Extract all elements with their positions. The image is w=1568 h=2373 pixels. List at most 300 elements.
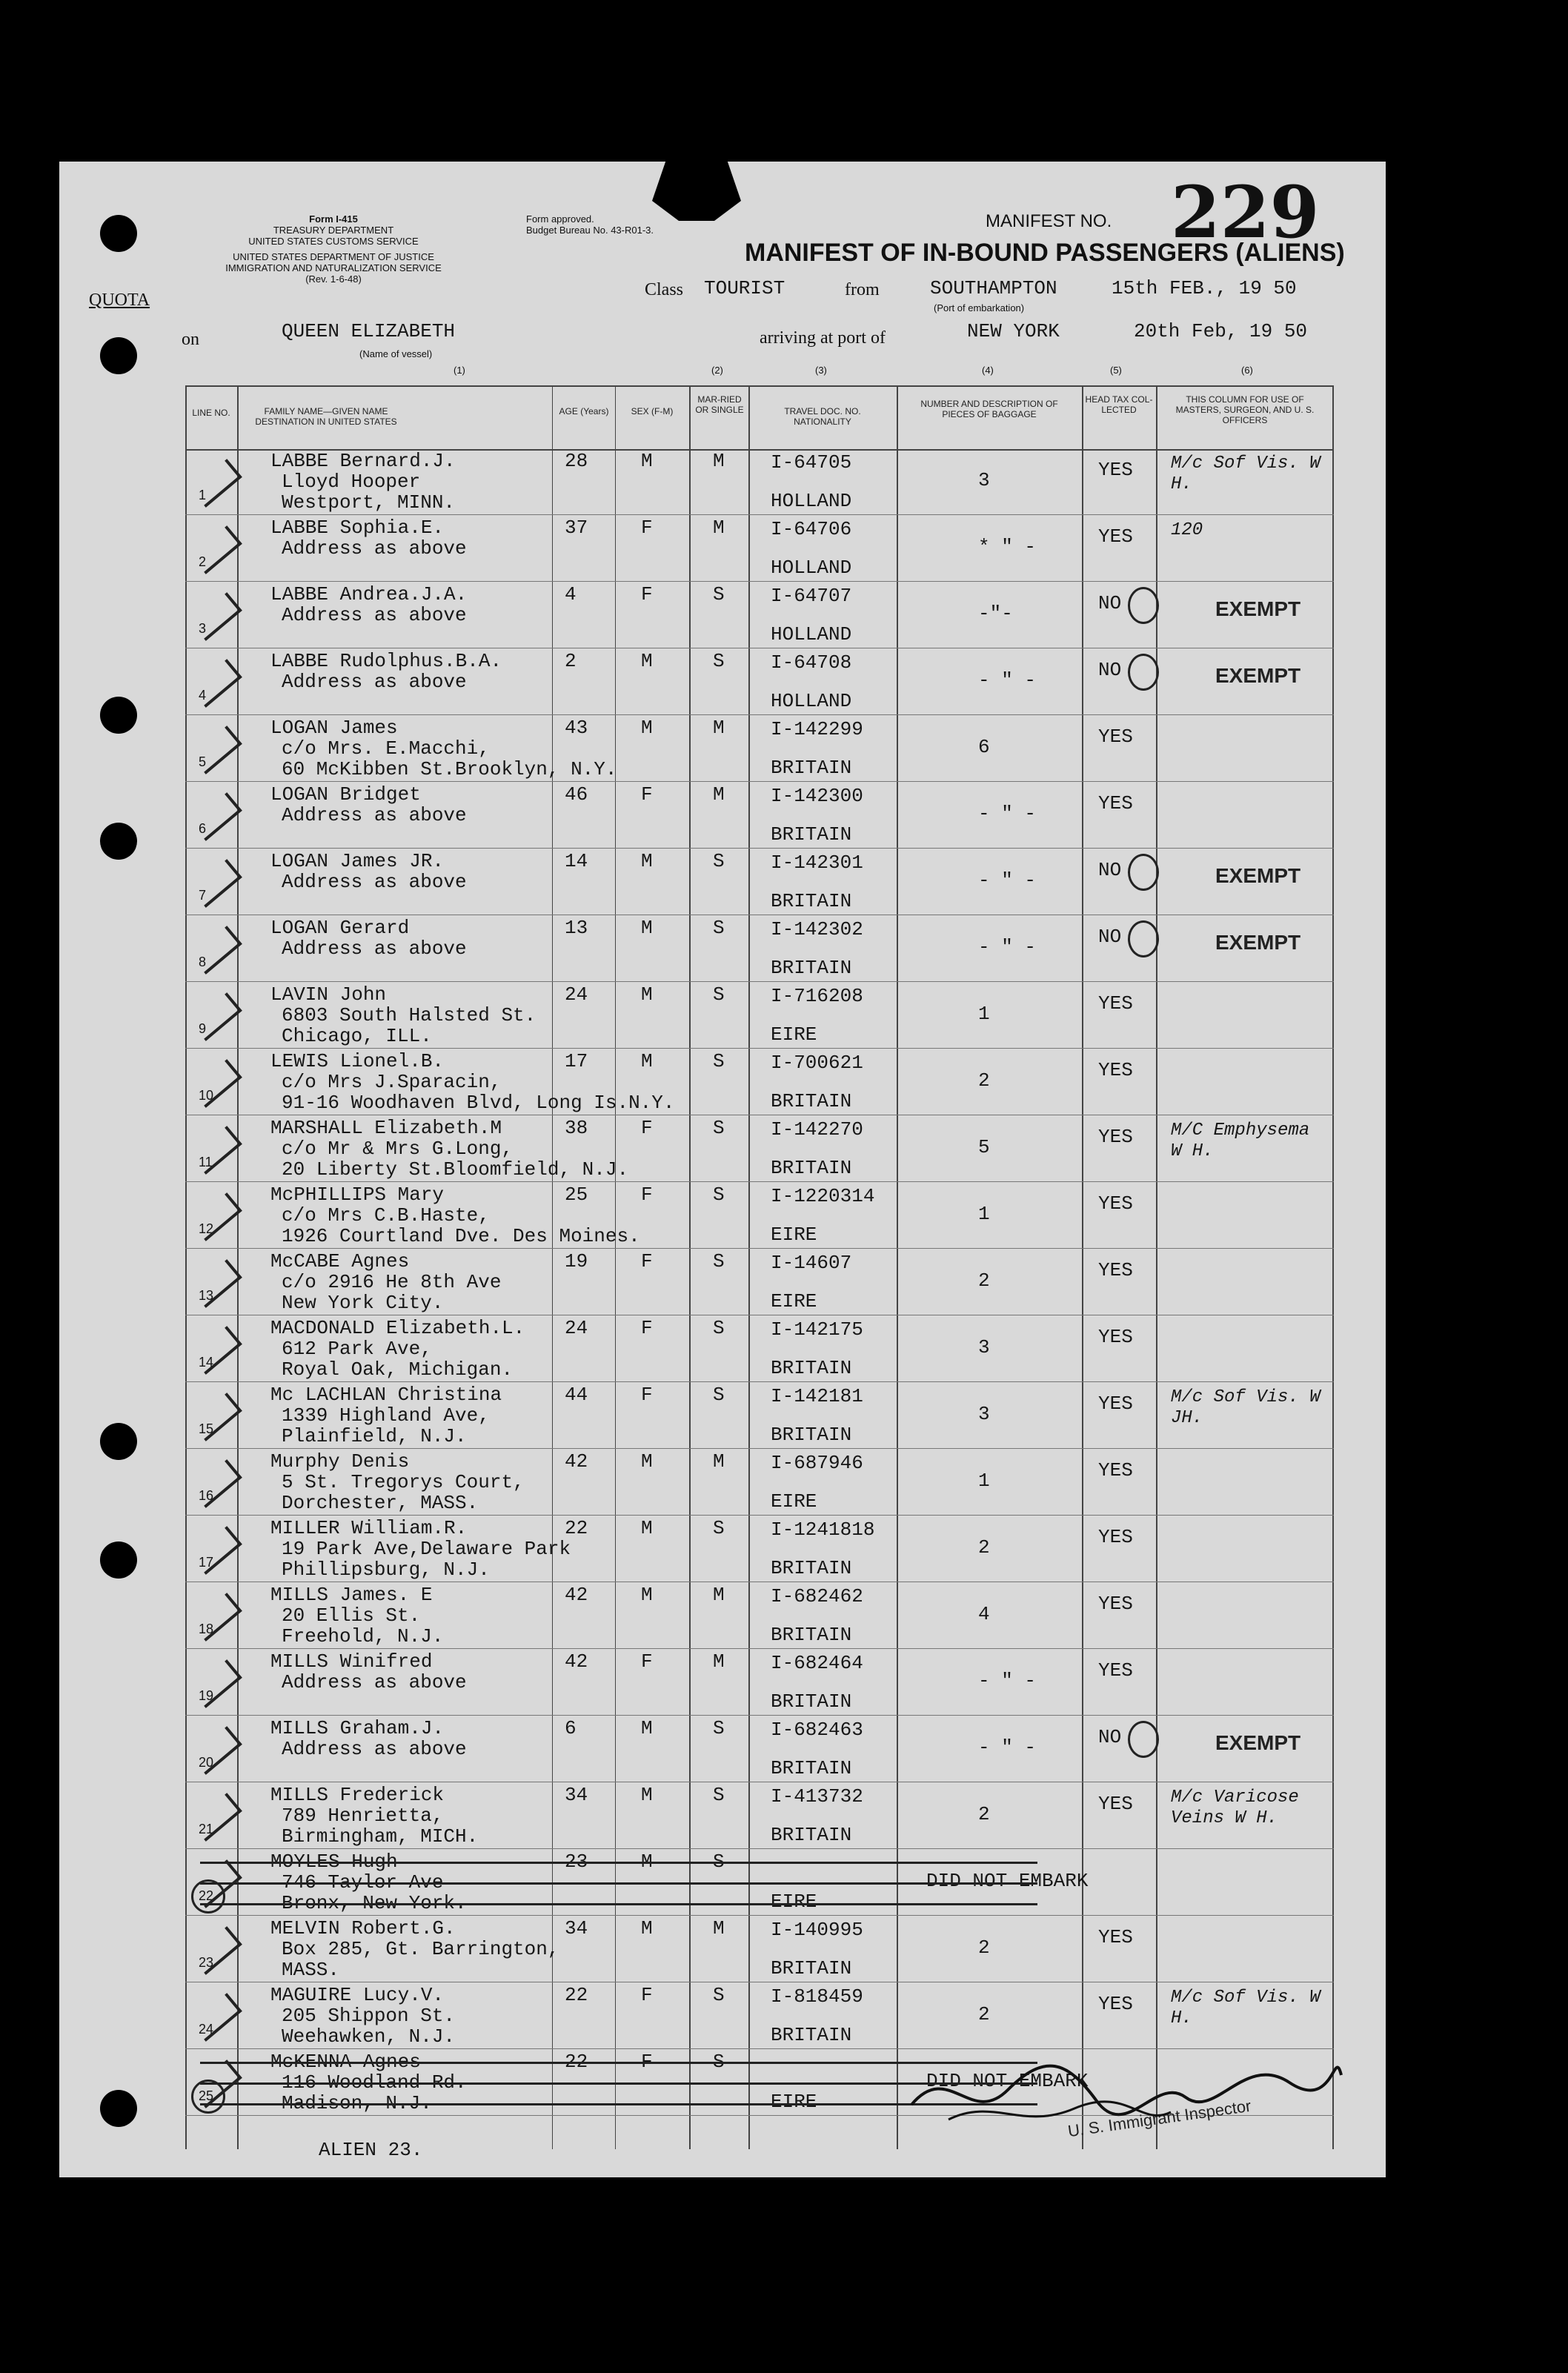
nationality: BRITAIN (771, 890, 852, 912)
circled-b-mark (1128, 1721, 1159, 1758)
address-line-2: Phillipsburg, N.J. (282, 1559, 490, 1581)
baggage: 1 (978, 1003, 990, 1025)
baggage: 5 (978, 1136, 990, 1158)
table-row (185, 849, 1334, 916)
baggage: 2 (978, 1270, 990, 1292)
marital-status: S (713, 650, 725, 672)
table-row (185, 1850, 1334, 1916)
travel-doc-no: I-818459 (771, 1985, 863, 2008)
travel-doc-no: I-64706 (771, 518, 852, 540)
sex: M (641, 1050, 653, 1072)
address-line-1: 1339 Highland Ave, (282, 1404, 490, 1427)
vessel-name: QUEEN ELIZABETH (282, 320, 456, 342)
nationality: HOLLAND (771, 690, 852, 712)
address-line-1: 789 Henrietta, (282, 1805, 444, 1827)
marital-status: S (713, 1984, 725, 2006)
address-line-1: 205 Shippon St. (282, 2005, 456, 2027)
line-circle (191, 1879, 225, 1914)
address-line-2: 20 Liberty St.Bloomfield, N.J. (282, 1158, 629, 1181)
address-line-2: Freehold, N.J. (282, 1625, 444, 1647)
alien-count: ALIEN 23. (319, 2139, 423, 2161)
nationality: HOLLAND (771, 557, 852, 579)
table-row (185, 1916, 1334, 1983)
address-line-2: Madison, N.J. (282, 2092, 432, 2114)
table-row (185, 1183, 1334, 1249)
address-line-1: Lloyd Hooper (282, 471, 421, 493)
table-row (185, 983, 1334, 1049)
passenger-name: LAVIN John (270, 983, 387, 1006)
col-married: MAR-RIED OR SINGLE (695, 394, 744, 415)
travel-doc-no: I-687946 (771, 1452, 863, 1474)
age: 19 (565, 1250, 588, 1272)
dept-ins: IMMIGRATION AND NATURALIZATION SERVICE (225, 262, 442, 273)
line-number: 7 (199, 888, 207, 903)
head-tax: NO (1098, 859, 1122, 881)
table-row (185, 716, 1334, 783)
age: 6 (565, 1717, 577, 1739)
address-line-1: c/o Mr & Mrs G.Long, (282, 1138, 514, 1160)
baggage: 2 (978, 1069, 990, 1092)
nationality: EIRE (771, 1490, 817, 1513)
age: 46 (565, 783, 588, 806)
departure-date: 15th FEB., 19 50 (1112, 277, 1297, 299)
head-tax: YES (1098, 525, 1133, 548)
line-number: 24 (199, 2022, 214, 2037)
baggage: 2 (978, 1536, 990, 1559)
table-row (185, 649, 1334, 716)
passenger-name: LABBE Sophia.E. (270, 517, 445, 539)
strikethrough (200, 1862, 1037, 1864)
baggage: - " - (978, 1670, 1037, 1692)
line-number: 9 (199, 1021, 207, 1036)
head-tax: YES (1098, 1259, 1133, 1281)
head-tax: NO (1098, 926, 1122, 948)
address-line-1: Address as above (282, 671, 467, 693)
on-label: on (182, 330, 199, 349)
head-tax: YES (1098, 1393, 1133, 1415)
address-line-1: Address as above (282, 1671, 467, 1693)
col-num: (5) (1110, 365, 1122, 376)
passenger-name: LABBE Rudolphus.B.A. (270, 650, 502, 672)
nationality: EIRE (771, 1290, 817, 1312)
binder-hole (100, 337, 137, 374)
head-tax: YES (1098, 1459, 1133, 1481)
passenger-name: MACDONALD Elizabeth.L. (270, 1317, 525, 1339)
passenger-name: MELVIN Robert.G. (270, 1917, 456, 1939)
sex: F (641, 1984, 653, 2006)
address-line-1: 19 Park Ave,Delaware Park (282, 1538, 571, 1560)
head-tax: YES (1098, 1926, 1133, 1948)
line-number: 10 (199, 1088, 214, 1103)
age: 34 (565, 1917, 588, 1939)
address-line-1: 5 St. Tregorys Court, (282, 1471, 525, 1493)
quota-label: QUOTA (89, 291, 150, 310)
nationality: EIRE (771, 1891, 817, 1913)
line-number: 4 (199, 688, 207, 703)
table-row (185, 1450, 1334, 1516)
approved-label: Form approved. (526, 213, 594, 225)
address-line-1: Address as above (282, 804, 467, 826)
age: 24 (565, 983, 588, 1006)
travel-doc-no: I-700621 (771, 1052, 863, 1074)
marital-status: M (713, 1584, 725, 1606)
address-line-2: Chicago, ILL. (282, 1025, 432, 1047)
address-line-2: Birmingham, MICH. (282, 1825, 479, 1848)
sex: F (641, 1184, 653, 1206)
head-tax: YES (1098, 792, 1133, 814)
travel-doc-no: I-142175 (771, 1318, 863, 1341)
address-line-1: c/o Mrs. E.Macchi, (282, 737, 490, 760)
baggage: 2 (978, 1803, 990, 1825)
form-header-left (178, 213, 489, 285)
binder-hole (100, 215, 137, 252)
sex: M (641, 1717, 653, 1739)
manifest-number: 229 (1171, 170, 1320, 254)
line-number: 6 (199, 821, 207, 836)
age: 4 (565, 583, 577, 605)
sex: F (641, 1117, 653, 1139)
sex: M (641, 1851, 653, 1873)
head-tax: YES (1098, 1993, 1133, 2015)
line-number: 16 (199, 1488, 214, 1503)
binder-hole (100, 697, 137, 734)
marital-status: M (713, 1450, 725, 1473)
line-number: 18 (199, 1622, 214, 1636)
binder-hole (100, 1423, 137, 1460)
table-row (185, 1650, 1334, 1716)
address-line-1: 20 Ellis St. (282, 1604, 421, 1627)
inspector-stamp: U. S. Immigrant Inspector (1066, 2096, 1252, 2141)
head-tax: YES (1098, 1659, 1133, 1682)
baggage: - " - (978, 1736, 1037, 1759)
baggage: 4 (978, 1603, 990, 1625)
table-row (185, 783, 1334, 849)
nationality: BRITAIN (771, 1157, 852, 1179)
sex: M (641, 1517, 653, 1539)
nationality: BRITAIN (771, 957, 852, 979)
circled-b-mark (1128, 587, 1159, 624)
head-tax: NO (1098, 1726, 1122, 1748)
nationality: BRITAIN (771, 1557, 852, 1579)
sex: F (641, 2051, 653, 2073)
age: 24 (565, 1317, 588, 1339)
officer-note: EXEMPT (1215, 931, 1301, 954)
passenger-name: MILLS Graham.J. (270, 1717, 445, 1739)
officer-note: EXEMPT (1215, 1731, 1301, 1754)
head-tax: NO (1098, 592, 1122, 614)
class-label: Class (645, 280, 684, 299)
passenger-name: MILLS Winifred (270, 1650, 433, 1673)
officer-note: EXEMPT (1215, 597, 1301, 620)
form-number: Form I-415 (309, 213, 358, 225)
marital-status: M (713, 1650, 725, 1673)
col-line: LINE NO. (192, 408, 230, 418)
line-number: 22 (199, 1888, 214, 1903)
table-row (185, 1116, 1334, 1183)
officer-note: M/c Sof Vis. W H. (1171, 454, 1320, 494)
travel-doc-no: I-1241818 (771, 1519, 875, 1541)
table-row (185, 1716, 1334, 1783)
line-number: 19 (199, 1688, 214, 1703)
marital-status: S (713, 1250, 725, 1272)
baggage: DID NOT EMBARK (926, 1870, 1089, 1892)
passenger-name: McPHILLIPS Mary (270, 1184, 445, 1206)
sex: M (641, 1584, 653, 1606)
address-line-1: c/o Mrs J.Sparacin, (282, 1071, 502, 1093)
table-row (185, 1516, 1334, 1583)
table-row (185, 1783, 1334, 1850)
binder-hole (100, 2090, 137, 2127)
address-line-1: Address as above (282, 937, 467, 960)
address-line-1: 746 Taylor Ave (282, 1871, 444, 1894)
col-name: FAMILY NAME—GIVEN NAME DESTINATION IN UNITED STATES (255, 406, 397, 427)
address-line-1: 6803 South Halsted St. (282, 1004, 536, 1026)
passenger-name: MOYLES Hugh (270, 1851, 398, 1873)
line-number: 11 (199, 1155, 213, 1169)
address-line-1: c/o 2916 He 8th Ave (282, 1271, 502, 1293)
marital-status: M (713, 517, 725, 539)
officer-note: M/C Emphysema W H. (1171, 1121, 1310, 1161)
head-tax: YES (1098, 992, 1133, 1015)
circled-b-mark (1128, 920, 1159, 958)
marital-status: S (713, 1517, 725, 1539)
address-line-1: Address as above (282, 537, 467, 560)
budget-label: Budget Bureau No. 43-R01-3. (526, 225, 654, 236)
age: 42 (565, 1584, 588, 1606)
travel-doc-no: I-682464 (771, 1652, 863, 1674)
col-travel: TRAVEL DOC. NO. NATIONALITY (784, 406, 861, 427)
sex: M (641, 850, 653, 872)
line-number: 23 (199, 1955, 214, 1970)
manifest-title: MANIFEST OF IN-BOUND PASSENGERS (ALIENS) (745, 239, 1345, 267)
travel-doc-no: I-142270 (771, 1118, 863, 1141)
dept-justice: UNITED STATES DEPARTMENT OF JUSTICE (233, 251, 434, 262)
address-line-1: Box 285, Gt. Barrington, (282, 1938, 559, 1960)
sex: M (641, 917, 653, 939)
passenger-name: LOGAN James (270, 717, 398, 739)
head-tax: YES (1098, 1192, 1133, 1215)
age: 23 (565, 1851, 588, 1873)
nationality: EIRE (771, 2091, 817, 2113)
address-line-2: MASS. (282, 1959, 340, 1981)
address-line-2: 1926 Courtland Dve. Des Moines. (282, 1225, 640, 1247)
address-line-2: Weehawken, N.J. (282, 2025, 456, 2048)
travel-doc-no: I-682463 (771, 1719, 863, 1741)
col-num: (6) (1241, 365, 1253, 376)
address-line-1: c/o Mrs C.B.Haste, (282, 1204, 490, 1227)
vessel-caption: (Name of vessel) (359, 348, 433, 359)
table-row (185, 1249, 1334, 1316)
nationality: BRITAIN (771, 2024, 852, 2046)
address-line-2: Plainfield, N.J. (282, 1425, 467, 1447)
baggage: 3 (978, 469, 990, 491)
marital-status: S (713, 1050, 725, 1072)
page-tear (652, 154, 741, 221)
head-tax: YES (1098, 1793, 1133, 1815)
passenger-name: Mc LACHLAN Christina (270, 1384, 502, 1406)
sex: F (641, 1650, 653, 1673)
age: 22 (565, 1517, 588, 1539)
col-age: AGE (Years) (559, 406, 609, 416)
head-tax: YES (1098, 1126, 1133, 1148)
baggage: 3 (978, 1336, 990, 1358)
age: 2 (565, 650, 577, 672)
travel-doc-no: I-142181 (771, 1385, 863, 1407)
port-of-embarkation: SOUTHAMPTON (930, 277, 1057, 299)
sex: F (641, 1384, 653, 1406)
address-line-2: 91-16 Woodhaven Blvd, Long Is.N.Y. (282, 1092, 675, 1114)
travel-doc-no: I-413732 (771, 1785, 863, 1808)
sex: M (641, 983, 653, 1006)
marital-status: S (713, 983, 725, 1006)
address-line-2: Royal Oak, Michigan. (282, 1358, 514, 1381)
nationality: EIRE (771, 1224, 817, 1246)
table-row (185, 516, 1334, 583)
col-baggage: NUMBER AND DESCRIPTION OF PIECES OF BAGGAGE (920, 399, 1058, 419)
nationality: BRITAIN (771, 1357, 852, 1379)
from-label: from (845, 280, 880, 299)
address-line-2: Bronx, New York. (282, 1892, 467, 1914)
nationality: BRITAIN (771, 757, 852, 779)
travel-doc-no: I-142302 (771, 918, 863, 940)
line-number: 12 (199, 1221, 214, 1236)
line-number: 15 (199, 1421, 214, 1436)
line-number: 3 (199, 621, 207, 636)
passenger-name: LABBE Andrea.J.A. (270, 583, 468, 605)
form-rev: (Rev. 1-6-48) (305, 273, 362, 285)
table-row (185, 916, 1334, 983)
col-officers: THIS COLUMN FOR USE OF MASTERS, SURGEON, AND U. S. OFFICERS (1175, 394, 1315, 425)
sex: F (641, 583, 653, 605)
class-value: TOURIST (704, 277, 785, 299)
col-num: (3) (815, 365, 827, 376)
age: 34 (565, 1784, 588, 1806)
officer-note: M/c Varicose Veins W H. (1171, 1788, 1299, 1828)
baggage: - " - (978, 869, 1037, 892)
age: 22 (565, 1984, 588, 2006)
table-row (185, 1583, 1334, 1650)
sex: F (641, 517, 653, 539)
age: 42 (565, 1450, 588, 1473)
baggage: 3 (978, 1403, 990, 1425)
travel-doc-no: I-716208 (771, 985, 863, 1007)
travel-doc-no: I-682462 (771, 1585, 863, 1607)
address-line-1: 116 Woodland Rd. (282, 2071, 467, 2094)
age: 38 (565, 1117, 588, 1139)
passenger-name: MILLS Frederick (270, 1784, 445, 1806)
nationality: BRITAIN (771, 1757, 852, 1779)
nationality: HOLLAND (771, 623, 852, 645)
age: 28 (565, 450, 588, 472)
line-number: 8 (199, 955, 207, 969)
travel-doc-no: I-142301 (771, 852, 863, 874)
line-circle (191, 2080, 225, 2114)
marital-status: M (713, 1917, 725, 1939)
age: 13 (565, 917, 588, 939)
passenger-name: MILLER William.R. (270, 1517, 468, 1539)
dept-treasury: TREASURY DEPARTMENT (273, 225, 394, 236)
passenger-name: McCABE Agnes (270, 1250, 410, 1272)
travel-doc-no: I-14607 (771, 1252, 852, 1274)
marital-status: M (713, 450, 725, 472)
baggage: - " - (978, 936, 1037, 958)
baggage: DID NOT EMBARK (926, 2070, 1089, 2092)
line-number: 5 (199, 754, 207, 769)
nationality: EIRE (771, 1023, 817, 1046)
table-row (185, 449, 1334, 516)
passenger-name: LEWIS Lionel.B. (270, 1050, 445, 1072)
officer-note: M/c Sof Vis. W H. (1171, 1988, 1320, 2028)
marital-status: S (713, 583, 725, 605)
baggage: - " - (978, 669, 1037, 691)
passenger-name: LOGAN Gerard (270, 917, 410, 939)
dept-customs: UNITED STATES CUSTOMS SERVICE (248, 236, 419, 247)
circled-b-mark (1128, 854, 1159, 891)
col-num: (4) (982, 365, 994, 376)
marital-status: S (713, 850, 725, 872)
table-row (185, 1383, 1334, 1450)
head-tax: YES (1098, 1593, 1133, 1615)
table-row (185, 1316, 1334, 1383)
marital-status: S (713, 917, 725, 939)
col-sex: SEX (F-M) (631, 406, 674, 416)
baggage: 2 (978, 1936, 990, 1959)
baggage: - " - (978, 803, 1037, 825)
address-line-1: Address as above (282, 871, 467, 893)
sex: F (641, 1317, 653, 1339)
passenger-name: McKENNA Agnes (270, 2051, 421, 2073)
age: 43 (565, 717, 588, 739)
passenger-name: Murphy Denis (270, 1450, 410, 1473)
marital-status: S (713, 1384, 725, 1406)
strikethrough (200, 1903, 1037, 1905)
line-number: 2 (199, 554, 207, 569)
col-num: (2) (711, 365, 723, 376)
officer-note: 120 (1171, 520, 1203, 540)
marital-status: S (713, 1717, 725, 1739)
line-number: 14 (199, 1355, 214, 1370)
age: 22 (565, 2051, 588, 2073)
passenger-name: MARSHALL Elizabeth.M (270, 1117, 502, 1139)
line-number: 1 (199, 488, 207, 502)
baggage: -"- (978, 603, 1013, 625)
sex: M (641, 1784, 653, 1806)
marital-status: S (713, 1117, 725, 1139)
nationality: BRITAIN (771, 1824, 852, 1846)
nationality: BRITAIN (771, 1957, 852, 1979)
nationality: HOLLAND (771, 490, 852, 512)
arriving-label: arriving at port of (760, 328, 886, 348)
marital-status: M (713, 783, 725, 806)
sex: F (641, 783, 653, 806)
arrival-port: NEW YORK (967, 320, 1060, 342)
sex: M (641, 717, 653, 739)
age: 14 (565, 850, 588, 872)
manifest-no-label: MANIFEST NO. (986, 211, 1112, 231)
officer-note: EXEMPT (1215, 864, 1301, 887)
marital-status: S (713, 1184, 725, 1206)
age: 44 (565, 1384, 588, 1406)
circled-b-mark (1128, 654, 1159, 691)
line-number: 17 (199, 1555, 214, 1570)
nationality: BRITAIN (771, 1424, 852, 1446)
passenger-name: MILLS James. E (270, 1584, 433, 1606)
passenger-name: LABBE Bernard.J. (270, 450, 456, 472)
port-caption: (Port of embarkation) (934, 302, 1025, 313)
binder-hole (100, 1541, 137, 1579)
line-number: 20 (199, 1755, 214, 1770)
sex: M (641, 1917, 653, 1939)
